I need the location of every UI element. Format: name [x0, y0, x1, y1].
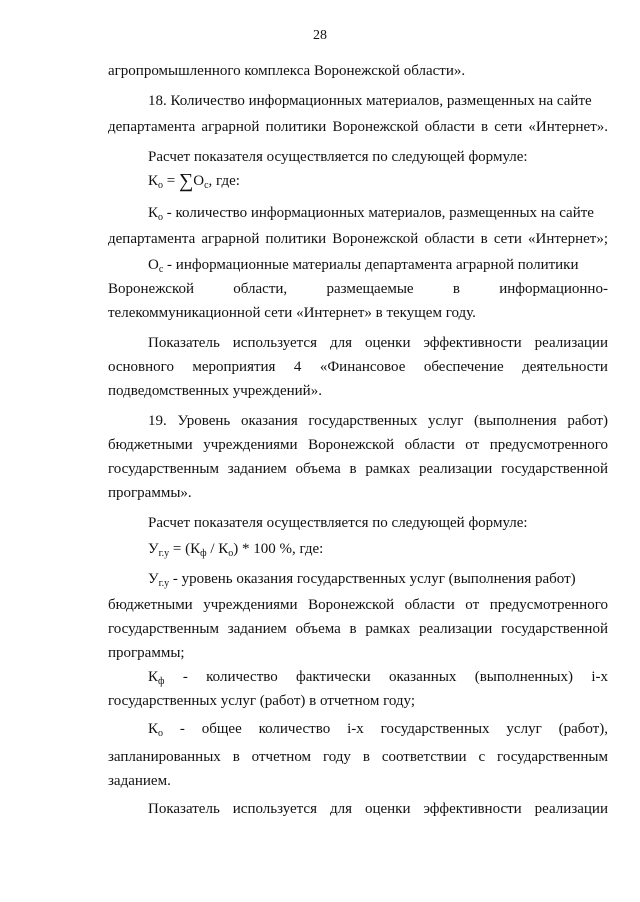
formula-symbol: К [148, 173, 159, 189]
formula-symbol-group [148, 668, 165, 686]
formula-subscript: о [228, 548, 234, 559]
item-18-heading [148, 92, 608, 110]
formula-subscript: с [158, 264, 164, 275]
formula-symbol: К [148, 205, 159, 221]
definition-ko-2 [148, 720, 608, 738]
definition-text: - информационные материалы департамента аграрной политики [163, 257, 579, 273]
word: информационно- [499, 281, 608, 297]
text-line: государственным заданием объема в рамках реализации государственной [108, 461, 608, 477]
sum-symbol: ∑ [178, 170, 194, 192]
word: общее [201, 721, 242, 737]
text-line: бюджетными учреждениями Воронежской области от предусмотренного [108, 437, 608, 453]
word: «Финансовое [319, 359, 406, 375]
word: обеспечение [423, 359, 504, 375]
formula-tail: ) * 100 %, где: [233, 541, 324, 557]
formula-operator: = [163, 173, 179, 189]
formula-symbol: К [148, 721, 159, 737]
text-line: бюджетными учреждениями Воронежской области от предусмотренного [108, 597, 608, 613]
text-line: государственным заданием объема в рамках реализации государственной [108, 621, 608, 637]
formula-symbol: У [148, 571, 159, 587]
formula-subscript: о [158, 212, 164, 223]
formula-subscript: о [158, 728, 164, 739]
text-line: департамента аграрной политики Воронежской области в сети «Интернет». [108, 119, 608, 135]
formula-2 [148, 540, 323, 558]
text-line: Показатель используется для оценки эффективности реализации [148, 801, 608, 817]
formula-subscript: г.у [158, 578, 170, 589]
definition-ugu [148, 570, 576, 588]
word: 4 [293, 359, 302, 375]
word: оказанных [388, 669, 457, 685]
word: в [452, 281, 460, 297]
formula-symbol-group [148, 720, 163, 738]
definition-kf [148, 668, 608, 686]
formula-symbol: У [148, 541, 159, 557]
word: деятельности [522, 359, 608, 375]
word: фактически [296, 669, 371, 685]
text-line: государственных услуг (работ) в отчетном году; [108, 693, 416, 709]
text-line: агропромышленного комплекса Воронежской области». [108, 63, 466, 79]
formula-operator: / К [206, 541, 229, 557]
word: Воронежской [108, 281, 194, 297]
definition-text: - уровень оказания государственных услуг (выполнения работ) [169, 571, 576, 587]
text-line: Расчет показателя осуществляется по следующей формуле: [148, 149, 528, 165]
formula-subscript: о [158, 180, 164, 191]
word: области, [233, 281, 288, 297]
text-line: запланированных в отчетном году в соответствии с государственным [108, 749, 608, 765]
word: - [182, 669, 188, 685]
formula-1 [148, 172, 240, 190]
page-number: 28 [313, 28, 327, 43]
text-line: подведомственных учреждений». [108, 383, 322, 399]
formula-operator: = (К [169, 541, 201, 557]
word: услуг [506, 721, 542, 737]
item-19-heading: 19. Уровень оказания государственных услуг (выполнения работ) [148, 413, 608, 429]
word: мероприятия [192, 359, 276, 375]
definition-ko [148, 204, 594, 222]
formula-subscript: с [204, 180, 209, 191]
formula-subscript: ф [158, 676, 165, 687]
text-line: программы; [108, 645, 185, 661]
word: государственных [380, 721, 490, 737]
definition-oc [148, 256, 579, 274]
word: основного [108, 359, 174, 375]
text-line: департамента аграрной политики Воронежской области в сети «Интернет»; [108, 231, 608, 247]
formula-symbol: О [193, 173, 205, 189]
text-line: заданием. [108, 773, 171, 789]
formula-symbol: К [148, 669, 159, 685]
formula-subscript: ф [200, 548, 207, 559]
text-line: Показатель используется для оценки эффективности реализации [148, 335, 608, 351]
justified-line [108, 280, 608, 298]
word: - [179, 721, 185, 737]
text-line: Расчет показателя осуществляется по следующей формуле: [148, 515, 528, 531]
definition-text: - количество информационных материалов, размещенных на сайте [163, 205, 594, 221]
text-line: 18. Количество информационных материалов, размещенных на сайте [148, 93, 592, 109]
word: количество [206, 669, 278, 685]
word: размещаемые [326, 281, 414, 297]
formula-subscript: г.у [158, 548, 170, 559]
formula-symbol: О [148, 257, 159, 273]
text-line: телекоммуникационной сети «Интернет» в текущем году. [108, 305, 476, 321]
word: (выполненных) [474, 669, 574, 685]
word: i-х [347, 721, 364, 737]
justified-line [108, 358, 608, 376]
word: i-х [591, 669, 608, 685]
formula-tail: , где: [208, 173, 240, 189]
word: (работ), [558, 721, 608, 737]
word: количество [258, 721, 331, 737]
text-line: программы». [108, 485, 192, 501]
